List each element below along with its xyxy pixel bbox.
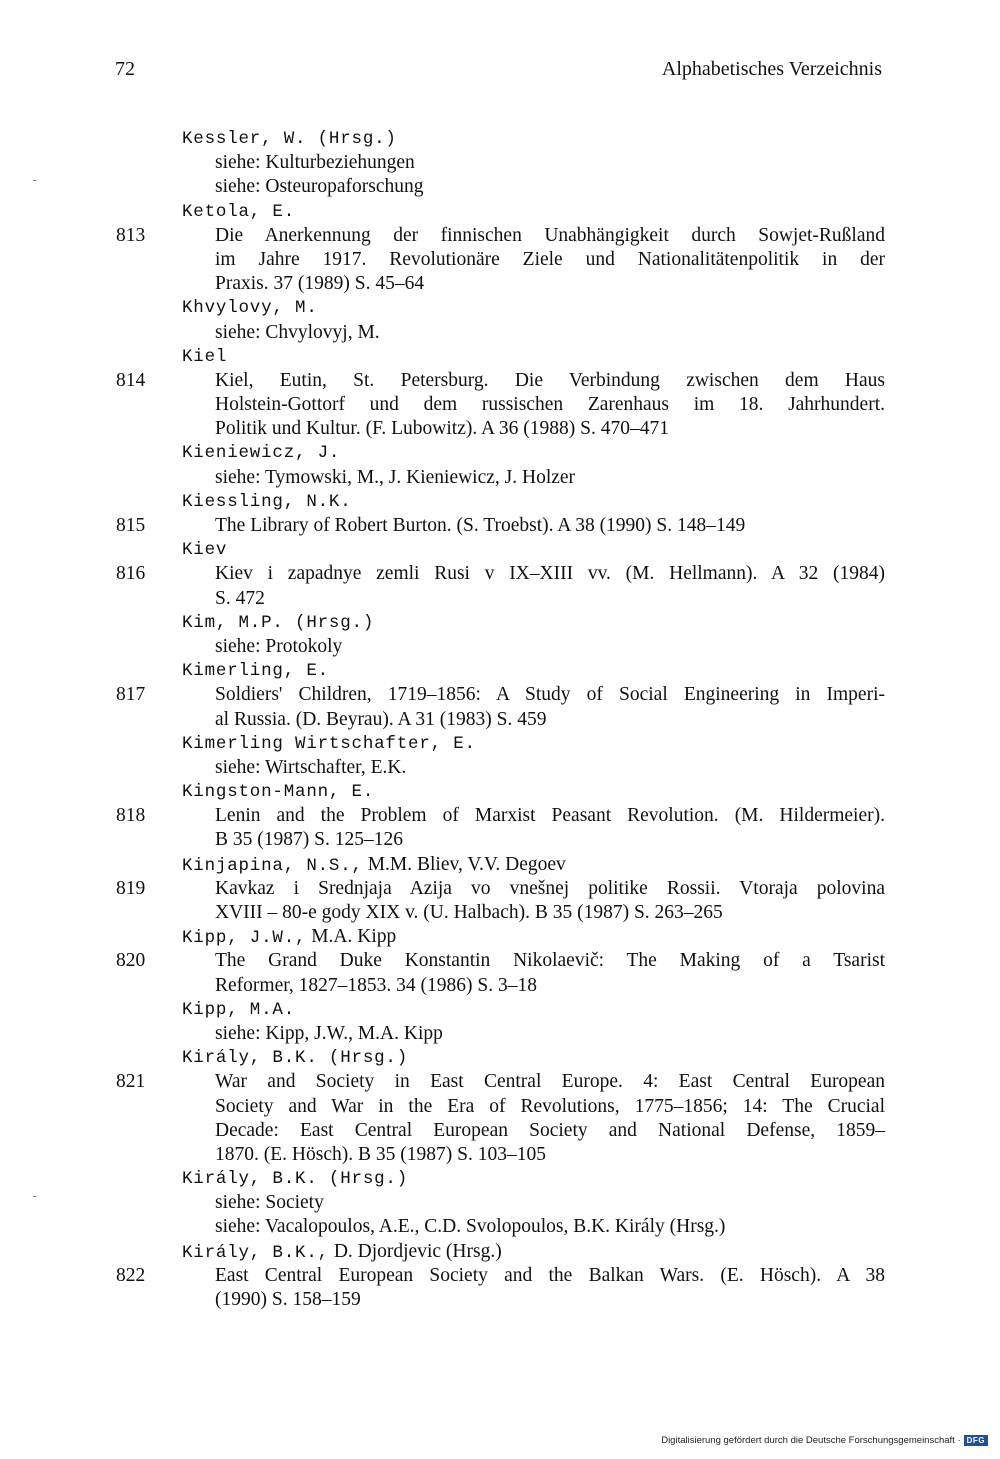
author-name: Kessler, W. (Hrsg.) <box>182 129 397 149</box>
author-name: Ketola, E. <box>182 201 296 222</box>
cross-reference: siehe: Protokoly <box>215 635 343 657</box>
entry-text: Lenin and the Problem of Marxist Peasant Revolution. (M. Hildermeier). <box>215 805 885 827</box>
index-line <box>0 708 1000 732</box>
index-line <box>0 151 1000 175</box>
index-line <box>0 974 1000 998</box>
author-heading <box>182 538 227 562</box>
author-heading <box>182 441 340 465</box>
index-line <box>0 417 1000 441</box>
author-heading <box>182 127 397 151</box>
author-heading <box>182 611 374 635</box>
entry-number: 818 <box>116 805 146 827</box>
index-line <box>0 562 1000 586</box>
index-line <box>0 272 1000 296</box>
index-line <box>0 296 1000 320</box>
entry-number: 814 <box>116 369 146 391</box>
index-line <box>0 998 1000 1022</box>
cross-reference: siehe: Kulturbeziehungen <box>215 152 415 174</box>
index-line <box>0 200 1000 224</box>
entry-text: The Grand Duke Konstantin Nikolaevič: The Making of a Tsarist <box>215 950 885 972</box>
index-line <box>0 490 1000 514</box>
index-line <box>0 1215 1000 1239</box>
entry-text: XVIII – 80-e gody XIX v. (U. Halbach). B 35 (1987) S. 263–265 <box>215 902 723 923</box>
index-line <box>0 1022 1000 1046</box>
index-line <box>0 1264 1000 1288</box>
cross-reference: siehe: Tymowski, M., J. Kieniewicz, J. Holzer <box>215 466 576 488</box>
author-heading <box>182 296 318 320</box>
entry-number: 819 <box>116 877 146 899</box>
entry-text: Decade: East Central European Society and National Defense, 1859– <box>215 1119 885 1141</box>
author-heading <box>182 1240 502 1265</box>
index-line <box>0 1119 1000 1143</box>
page-number: 72 <box>115 58 135 80</box>
author-heading <box>182 780 374 804</box>
index-line <box>0 1095 1000 1119</box>
cross-reference: siehe: Osteuropaforschung <box>215 176 424 198</box>
entry-number: 815 <box>116 515 146 536</box>
index-line <box>0 804 1000 828</box>
entry-text: Kiel, Eutin, St. Petersburg. Die Verbindung zwischen dem Haus <box>215 369 885 391</box>
entry-text: The Library of Robert Burton. (S. Troebst). A 38 (1990) S. 148–149 <box>215 515 746 536</box>
author-name: Király, B.K. (Hrsg.) <box>182 1048 409 1069</box>
index-line <box>0 659 1000 683</box>
author-name: Kingston-Mann, E. <box>182 782 375 803</box>
index-line <box>0 780 1000 804</box>
index-line <box>0 925 1000 949</box>
author-name: Kipp, J.W., <box>182 928 307 949</box>
index-line <box>0 393 1000 417</box>
entry-text: East Central European Society and the Balkan Wars. (E. Hösch). A 38 <box>215 1264 885 1286</box>
entry-number: 813 <box>116 224 146 246</box>
index-line <box>0 853 1000 877</box>
page-header <box>115 58 882 88</box>
author-name: Khvylovy, M. <box>182 298 318 319</box>
author-name: Kieniewicz, J. <box>182 443 341 464</box>
author-heading <box>182 659 329 683</box>
author-name: Király, B.K. (Hrsg.) <box>182 1169 409 1190</box>
index-line <box>0 1240 1000 1264</box>
entry-text: im Jahre 1917. Revolutionäre Ziele und Nationalitätenpolitik in der <box>215 248 885 270</box>
index-line <box>0 587 1000 611</box>
index-line <box>0 1143 1000 1167</box>
index-line <box>0 248 1000 272</box>
co-authors: M.M. Bliev, V.V. Degoev <box>362 853 566 875</box>
cross-reference: siehe: Chvylovyj, M. <box>215 321 380 343</box>
entry-text: Society and War in the Era of Revolutions, 1775–1856; 14: The Crucial <box>215 1095 885 1117</box>
author-heading <box>182 490 352 514</box>
author-heading <box>182 345 227 369</box>
entry-text: Die Anerkennung der finnischen Unabhängigkeit durch Sowjet-Rußland <box>215 224 885 246</box>
index-line <box>0 345 1000 369</box>
author-name: Kimerling Wirtschafter, E. <box>182 733 476 754</box>
cross-reference: siehe: Vacalopoulos, A.E., C.D. Svolopoulos, B.K. Király (Hrsg.) <box>215 1216 726 1238</box>
author-heading <box>182 1167 408 1191</box>
author-name: Kiessling, N.K. <box>182 491 352 512</box>
index-line <box>0 369 1000 393</box>
entry-text: al Russia. (D. Beyrau). A 31 (1983) S. 459 <box>215 708 547 730</box>
entry-number: 822 <box>116 1264 146 1286</box>
index-line <box>0 1046 1000 1070</box>
author-heading <box>182 732 476 756</box>
index-line <box>0 828 1000 852</box>
index-line <box>0 635 1000 659</box>
footer <box>661 1435 988 1446</box>
author-name: Kim, M.P. (Hrsg.) <box>182 612 375 633</box>
author-name: Kimerling, E. <box>182 661 329 682</box>
index-line <box>0 756 1000 780</box>
index-line <box>0 224 1000 248</box>
index-line <box>0 1288 1000 1312</box>
index-line <box>0 175 1000 199</box>
author-heading <box>182 853 566 878</box>
entry-number: 817 <box>116 684 146 706</box>
author-heading <box>182 925 396 950</box>
author-name: Király, B.K., <box>182 1242 329 1263</box>
author-name: Kinjapina, N.S., <box>182 855 363 876</box>
index-line <box>0 538 1000 562</box>
author-name: Kiel <box>182 346 228 367</box>
index-line <box>0 877 1000 901</box>
co-authors: M.A. Kipp <box>306 926 397 948</box>
index-line <box>0 949 1000 973</box>
footer-text: Digitalisierung gefördert durch die Deutsche Forschungsgemeinschaft · <box>661 1435 961 1446</box>
author-heading <box>182 998 295 1022</box>
entry-text: S. 472 <box>215 587 265 609</box>
cross-reference: siehe: Wirtschafter, E.K. <box>215 756 407 778</box>
running-title: Alphabetisches Verzeichnis <box>661 58 882 80</box>
index-line <box>0 127 1000 151</box>
index-line <box>0 514 1000 538</box>
entry-text: Praxis. 37 (1989) S. 45–64 <box>215 273 425 295</box>
index-line <box>0 1167 1000 1191</box>
entry-text: Kiev i zapadnye zemli Rusi v IX–XIII vv. (M. Hellmann). A 32 (1984) <box>215 563 885 585</box>
index-entries <box>0 127 1000 1312</box>
entry-text: Politik und Kultur. (F. Lubowitz). A 36 (1988) S. 470–471 <box>215 418 669 440</box>
co-authors: D. Djordjevic (Hrsg.) <box>328 1240 502 1262</box>
cross-reference: siehe: Society <box>215 1192 324 1214</box>
entry-text: War and Society in East Central Europe. 4: East Central European <box>215 1071 885 1093</box>
index-line <box>0 321 1000 345</box>
author-heading <box>182 1046 408 1070</box>
entry-text: Kavkaz i Srednjaja Azija vo vnešnej politike Rossii. Vtoraja polovina <box>215 877 885 899</box>
index-line <box>0 441 1000 465</box>
index-line <box>0 466 1000 490</box>
entry-text: Reformer, 1827–1853. 34 (1986) S. 3–18 <box>215 974 538 996</box>
index-line <box>0 1070 1000 1094</box>
index-line <box>0 683 1000 707</box>
index-line <box>0 1191 1000 1215</box>
entry-text: B 35 (1987) S. 125–126 <box>215 829 403 851</box>
entry-number: 821 <box>116 1071 146 1093</box>
index-line <box>0 611 1000 635</box>
author-name: Kipp, M.A. <box>182 999 296 1020</box>
entry-number: 820 <box>116 950 146 972</box>
dfg-logo: DFG <box>964 1435 988 1446</box>
author-heading <box>182 200 295 224</box>
entry-text: Soldiers' Children, 1719–1856: A Study of Social Engineering in Imperi- <box>215 684 885 706</box>
cross-reference: siehe: Kipp, J.W., M.A. Kipp <box>215 1022 443 1044</box>
entry-text: 1870. (E. Hösch). B 35 (1987) S. 103–105 <box>215 1143 546 1165</box>
index-line <box>0 901 1000 925</box>
author-name: Kiev <box>182 540 228 561</box>
entry-text: (1990) S. 158–159 <box>215 1289 361 1310</box>
entry-text: Holstein-Gottorf und dem russischen Zarenhaus im 18. Jahrhundert. <box>215 394 885 416</box>
entry-number: 816 <box>116 563 146 585</box>
index-line <box>0 732 1000 756</box>
